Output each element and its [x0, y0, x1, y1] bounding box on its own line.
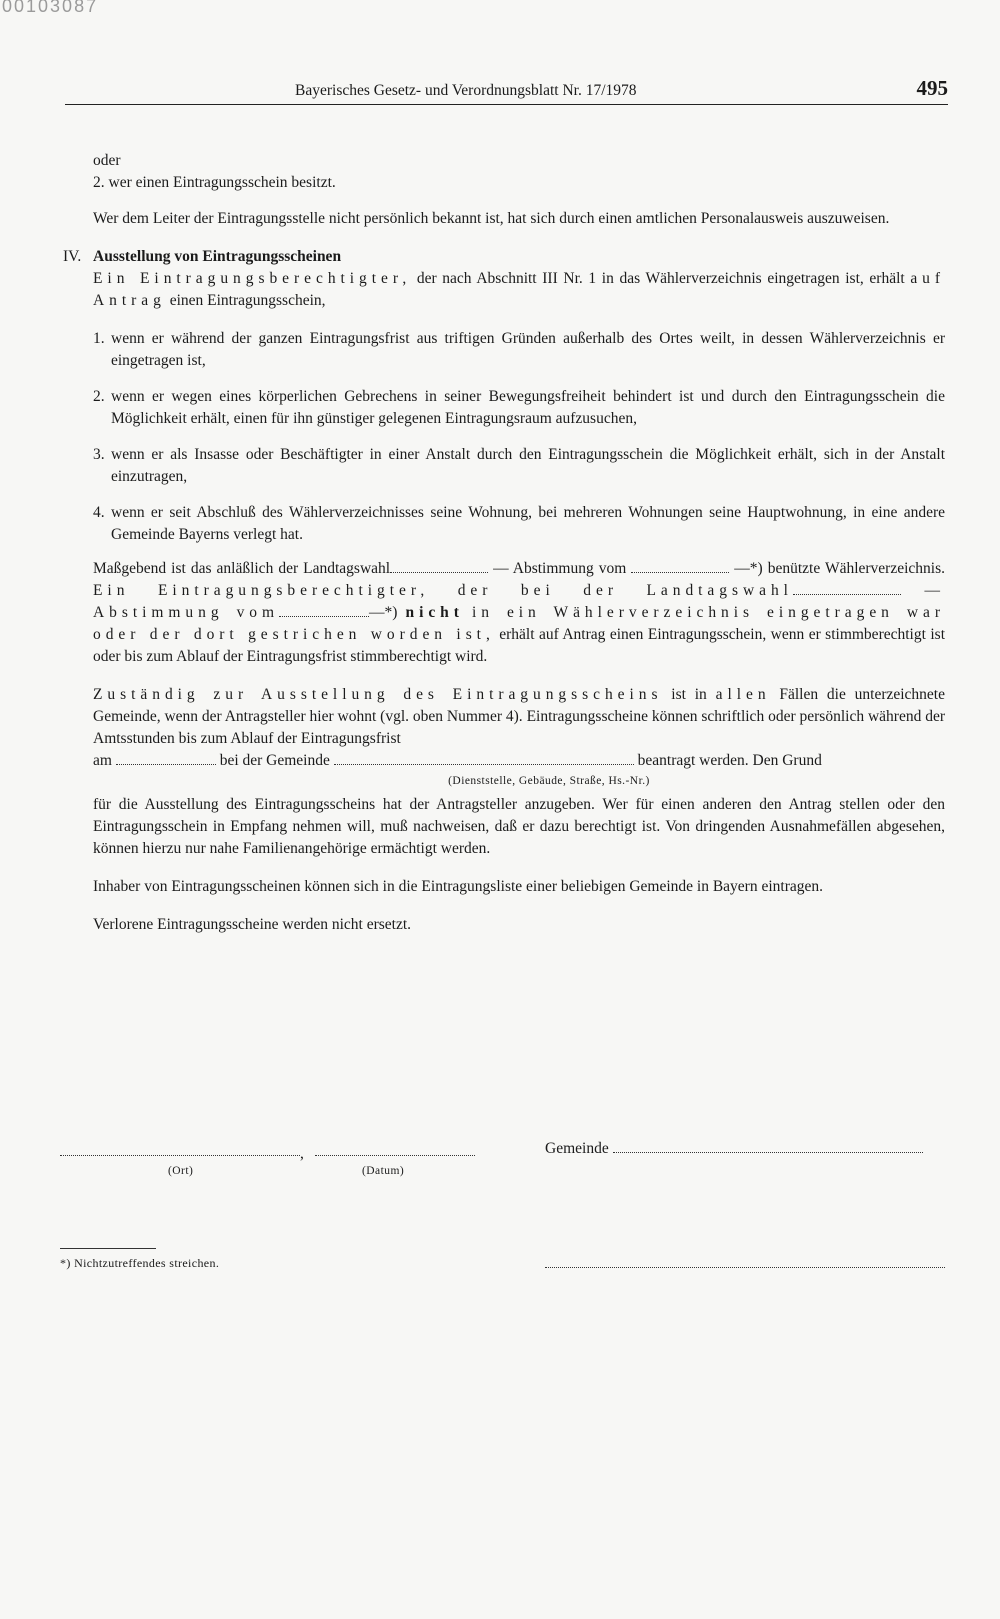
- blank-field-abstimmung[interactable]: [631, 559, 729, 573]
- list-item-text: wenn er als Insasse oder Beschäftigter in einer Anstalt durch den Eintragungsschein die Möglichkeit erhält, sich in der Anstalt einzutragen,: [111, 446, 945, 485]
- zustaendig-spaced: allen: [715, 686, 771, 703]
- document-body: [63, 150, 946, 936]
- list-item: [93, 386, 945, 430]
- zustaendig-rest: für die Ausstellung des Eintragungsscheins hat der Antragsteller anzugeben. Wer für einen anderen den Antrag stellen oder den Eintragungsschein in Empfang nehmen will, muß nachweisen, daß er dazu berechtigt ist. Von dringenden Ausnahmefällen abgesehen, können hierzu nur nahe Familienangehörige ermächtigt werden.: [93, 796, 945, 857]
- list-item: [93, 502, 945, 546]
- list-item: [93, 328, 945, 372]
- section-iv: [63, 246, 946, 312]
- list-item-number: 1.: [93, 330, 105, 347]
- bei-label: bei der Gemeinde: [219, 752, 330, 769]
- list-item-text: wenn er während der ganzen Eintragungsfrist aus triftigen Gründen außerhalb des Ortes weilt, in dessen Wählerverzeichnis er eingetragen ist,: [111, 330, 945, 369]
- intro-paragraph: Wer dem Leiter der Eintragungsstelle nicht persönlich bekannt ist, hat sich durch einen amtlichen Personalausweis auszuweisen.: [93, 210, 890, 227]
- signature-line[interactable]: [545, 1267, 945, 1268]
- intro-oder: oder: [93, 152, 121, 169]
- blank-field-date[interactable]: [116, 751, 216, 765]
- zustaendig-spaced: Zuständig zur Ausstellung des Eintragungsscheins: [93, 686, 663, 703]
- zustaendig-fill-line: [93, 750, 945, 772]
- massgebend-text: erhält auf Antrag einen Eintragungsschein, wenn er stimmberechtigt ist oder bis zum Ablauf der Eintragungsfrist stimmberechtigt wird.: [93, 626, 945, 665]
- massgebend-text: — Abstimmung vom: [493, 560, 627, 577]
- dienststelle-caption: (Dienststelle, Gebäude, Straße, Hs.-Nr.): [448, 775, 650, 787]
- lead-spaced-1: Ein Eintragungsberechtigter,: [93, 270, 412, 287]
- massgebend-spaced: — Abstimmung vom: [93, 582, 946, 621]
- datum-caption: (Datum): [362, 1165, 405, 1177]
- section-number: IV.: [63, 248, 82, 265]
- signature-gemeinde: [545, 1140, 923, 1158]
- list-item-text: wenn er seit Abschluß des Wählerverzeichnisses seine Wohnung, bei mehreren Wohnungen seine Hauptwohnung, in eine andere Gemeinde Bayerns verlegt hat.: [111, 504, 945, 543]
- inhaber-paragraph: Inhaber von Eintragungsscheinen können sich in die Eintragungsliste einer beliebigen Gemeinde in Bayern eintragen.: [93, 878, 823, 895]
- blank-field-dienststelle[interactable]: [334, 751, 634, 765]
- list-item-number: 2.: [93, 388, 105, 405]
- archive-stamp: 00103087: [2, 0, 99, 16]
- lead-text-2: einen Eintragungsschein,: [165, 292, 326, 309]
- blank-field-ort[interactable]: [60, 1155, 300, 1156]
- gemeinde-label: Gemeinde: [545, 1140, 609, 1157]
- lead-text-1: der nach Abschnitt III Nr. 1 in das Wählerverzeichnis eingetragen ist, erhält: [411, 270, 911, 287]
- intro-line-2: 2. wer einen Eintragungsschein besitzt.: [93, 174, 336, 191]
- zustaendig-text: ist in: [662, 686, 716, 703]
- blank-field-gemeinde[interactable]: [613, 1140, 923, 1153]
- massgebend-text: —*) benützte Wählerverzeichnis.: [734, 560, 946, 577]
- ort-caption: (Ort): [168, 1165, 194, 1177]
- section-heading: Ausstellung von Eintragungsscheinen: [93, 248, 342, 265]
- comma: ,: [300, 1145, 304, 1162]
- massgebend-spaced: in ein Wählerverzeichnis eingetragen war oder der dort gestrichen worden ist,: [93, 604, 946, 643]
- blank-field-landtagswahl[interactable]: [390, 559, 488, 573]
- list-item-text: wenn er wegen eines körperlichen Gebrechens in seiner Bewegungsfreiheit behindert ist und durch den Eintragungsschein die Möglichkeit erhält, einen für ihn günstiger gelegenen Eintragungsraum aufzusuchen,: [111, 388, 945, 427]
- zustaendig-paragraph: [93, 684, 945, 750]
- footnote-rule: [60, 1248, 156, 1249]
- section-lead: [93, 268, 945, 312]
- beantragt-label: beantragt werden. Den Grund: [637, 752, 822, 769]
- blank-field-datum[interactable]: [315, 1155, 475, 1156]
- list-item-number: 4.: [93, 504, 105, 521]
- signature-place-date: [60, 1145, 480, 1185]
- massgebend-paragraph: [93, 558, 945, 668]
- massgebend-text: —*): [369, 604, 398, 621]
- page-header: [65, 78, 948, 105]
- massgebend-text: Maßgebend ist das anläßlich der Landtagswahl: [93, 560, 391, 577]
- lead-spaced-2: auf Antrag: [93, 270, 946, 309]
- am-label: am: [93, 752, 112, 769]
- page-number: 495: [916, 76, 948, 100]
- list-item: [93, 444, 945, 488]
- blank-field-abstimmung-2[interactable]: [279, 603, 369, 617]
- verlorene-paragraph: Verlorene Eintragungsscheine werden nicht ersetzt.: [93, 916, 412, 933]
- nicht-emphasis: nicht: [405, 604, 464, 621]
- footnote: *) Nichtzutreffendes streichen.: [60, 1256, 220, 1270]
- massgebend-spaced: Ein Eintragungsberechtigter, der bei der Landtagswahl: [93, 582, 793, 599]
- blank-field-landtagswahl-2[interactable]: [793, 581, 901, 595]
- list-item-number: 3.: [93, 446, 105, 463]
- journal-title: Bayerisches Gesetz- und Verordnungsblatt Nr. 17/1978: [295, 82, 637, 99]
- zustaendig-text: Fällen die unterzeichnete Gemeinde, wenn der Antragsteller hier wohnt (vgl. oben Nummer 4). Eintragungsscheine können schriftlich oder persönlich während der Amtsstunden bis zum Ablauf der Eintragungsfrist: [93, 686, 945, 747]
